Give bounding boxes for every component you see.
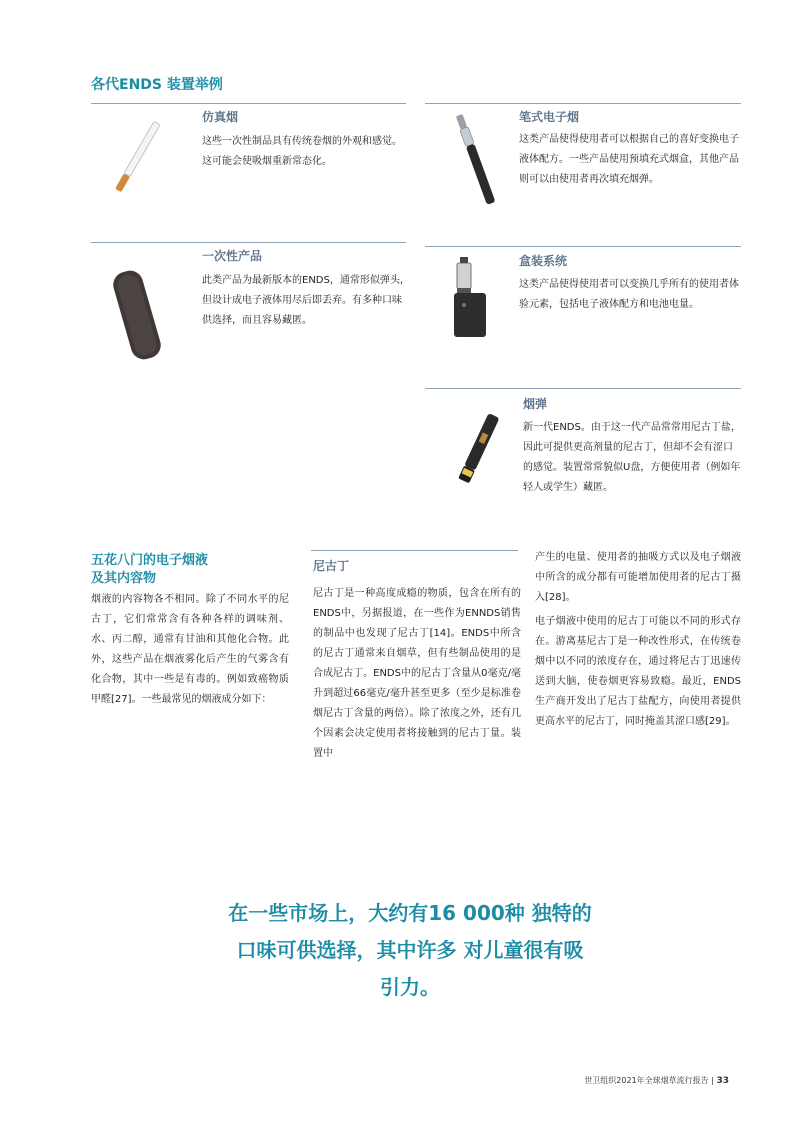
pull-quote: [150, 895, 670, 1006]
middle-column-heading: 尼古丁: [313, 559, 350, 573]
footer-report-title: 世卫组织2021年全球烟草流行报告: [584, 1076, 709, 1085]
card-title-pod: 烟弹: [523, 397, 548, 411]
pull-quote-line1: 在一些市场上，大约有16 000种 独特的: [228, 901, 592, 925]
card-text-pen: 这类产品使得使用者可以根据自己的喜好变换电子液体配方。一些产品使用预填充式烟盒，其他产品则可以由使用者再次填充烟弹。: [519, 134, 739, 185]
middle-column-text: 尼古丁是一种高度成瘾的物质，包含在所有的ENDS中，另据报道，在一些作为ENNDS销售的制品中也发现了尼古丁[14]。ENDS中所含的尼古丁通常来自烟草，但有些制品使用的是合成尼古丁。ENDS中的尼古丁含量从0毫克/毫升到超过66毫克/毫升甚至更多（至少是标准卷烟尼古丁含量的两倍）。除了浓度之外，还有几个因素会决定使用者将接触到的尼古丁量。装置中: [313, 588, 521, 759]
disposable-vape-image: [100, 265, 175, 365]
footer-separator: |: [711, 1076, 714, 1085]
left-column-text: 烟液的内容物各不相同。除了不同水平的尼古丁，它们常常含有各种各样的调味剂、水、丙二醇，通常有甘油和其他化合物。此外，这些产品在烟液雾化后产生的气雾含有化合物，其中一些是有毒的。例如致癌物质甲醛[27]。一些最常见的烟液成分如下：: [91, 594, 289, 705]
card-title-box-mod: 盒装系统: [519, 254, 568, 268]
left-heading-line1: 五花八门的电子烟液: [91, 553, 209, 568]
card-title-pen: 笔式电子烟: [519, 110, 580, 124]
pen-vape-image: [446, 110, 506, 210]
page-number: 33: [716, 1076, 729, 1086]
cigalike-image: [103, 115, 173, 200]
box-mod-image: [440, 255, 515, 340]
page-footer: [584, 1075, 729, 1086]
left-heading-line2: 及其内容物: [91, 571, 157, 586]
right-column-paragraph-1: 产生的电量、使用者的抽吸方式以及电子烟液中所含的成分都有可能增加使用者的尼古丁摄入[28]。: [535, 552, 741, 603]
right-column-paragraph-2: 电子烟液中使用的尼古丁可能以不同的形式存在。游离基尼古丁是一种改性形式，在传统卷烟中以不同的浓度存在，通过将尼古丁迅速传送到大脑，使卷烟更容易致瘾。最近，ENDS生产商开发出了尼古丁盐配方，向使用者提供更高水平的尼古丁，同时掩盖其涩口感[29]。: [535, 616, 741, 727]
pod-vape-image: [438, 405, 518, 495]
card-divider: [425, 246, 741, 247]
card-text-cigalike: 这些一次性制品具有传统卷烟的外观和感觉。这可能会使吸烟重新常态化。: [202, 136, 402, 167]
card-divider: [425, 103, 741, 104]
card-title-cigalike: 仿真烟: [202, 110, 239, 124]
column-divider: [311, 550, 518, 551]
card-divider: [91, 103, 406, 104]
page-heading: 各代ENDS 装置举例: [91, 77, 223, 93]
pull-quote-line2: 口味可供选择，其中许多 对儿童很有吸: [236, 938, 584, 962]
card-divider: [91, 242, 406, 243]
card-text-box-mod: 这类产品使得使用者可以变换几乎所有的使用者体验元素，包括电子液体配方和电池电量。: [519, 279, 739, 310]
card-text-pod: 新一代ENDS。由于这一代产品常常用尼古丁盐，因此可提供更高剂量的尼古丁，但却不会有涩口的感觉。装置常常貌似U盘，方便使用者（例如年轻人或学生）藏匿。: [523, 422, 741, 493]
pull-quote-line3: 引力。: [380, 975, 440, 999]
card-title-disposable: 一次性产品: [202, 249, 263, 263]
card-text-disposable: 此类产品为最新版本的ENDS，通常形似弹头，但设计成电子液体用尽后即丢弃。有多种口味供选择，而且容易藏匿。: [202, 275, 410, 326]
card-divider: [425, 388, 741, 389]
left-column-heading: [91, 552, 291, 588]
